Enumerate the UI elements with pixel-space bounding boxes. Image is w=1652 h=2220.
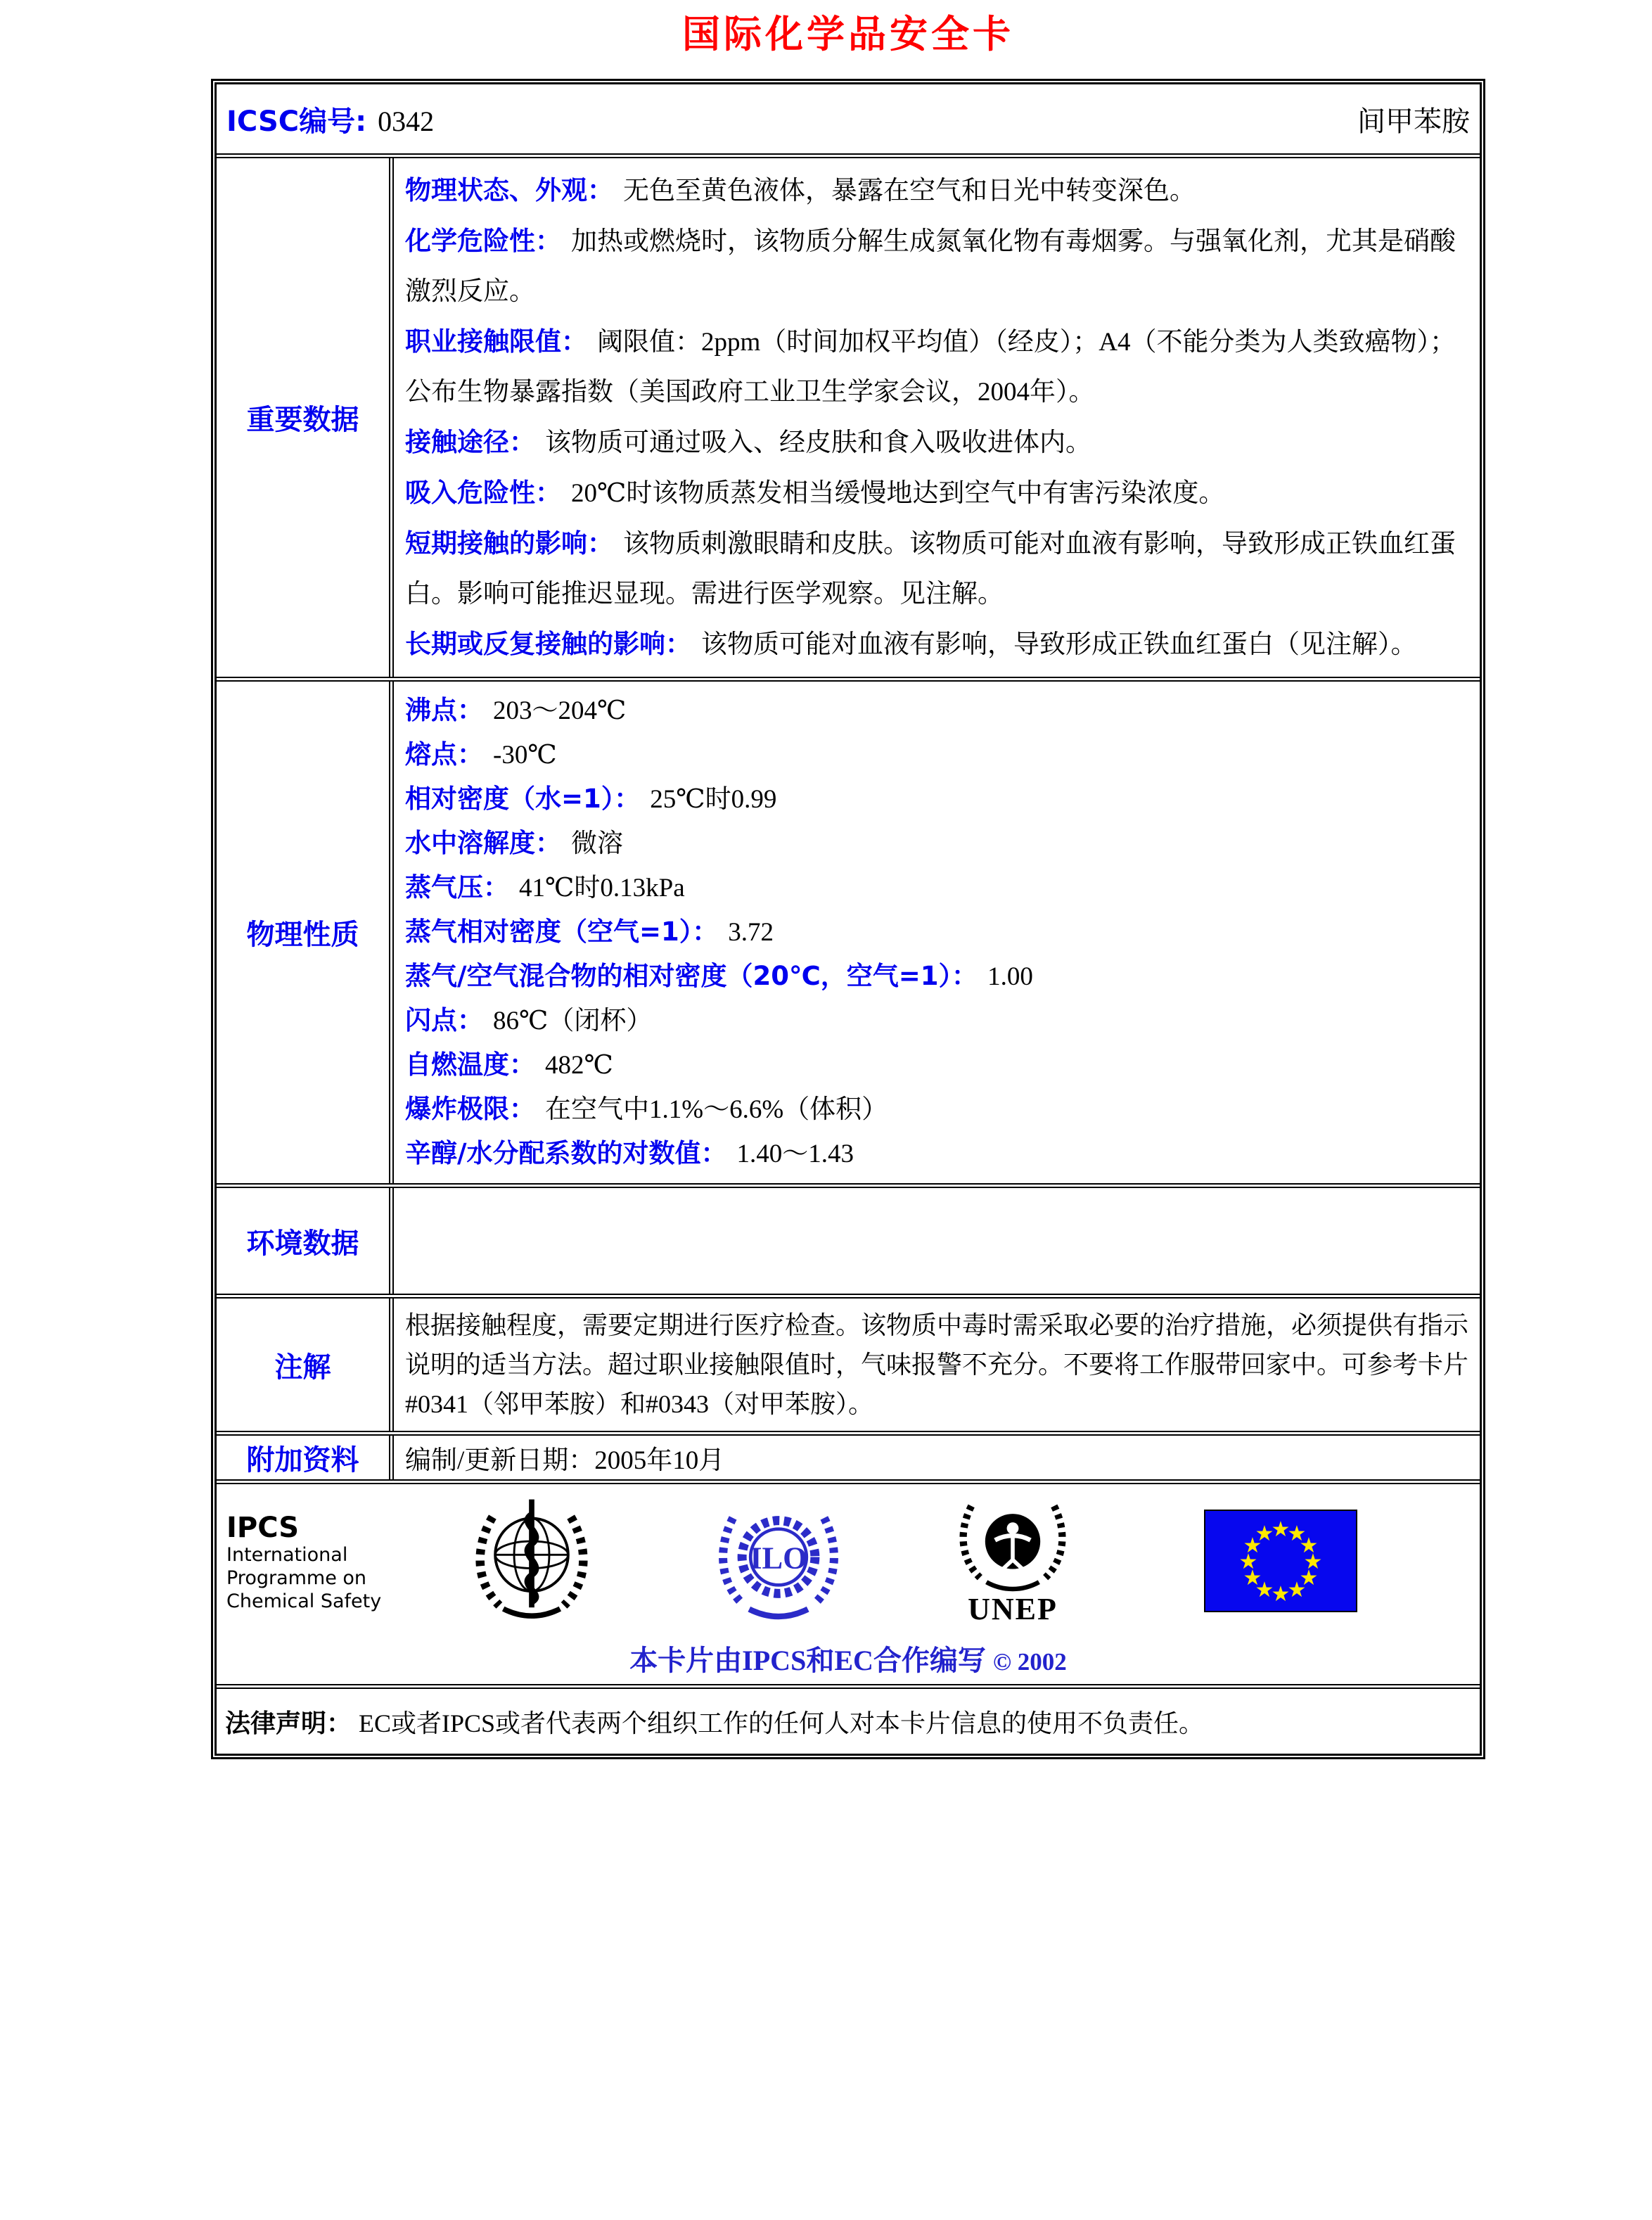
- environmental-data-content: [394, 1188, 1480, 1294]
- important-item: 吸入危险性： 20℃时该物质蒸发相当缓慢地达到空气中有害污染浓度。: [405, 478, 1225, 508]
- legal-notice-text: EC或者IPCS或者代表两个组织工作的任何人对本卡片信息的使用不负责任。: [359, 1709, 1205, 1737]
- section-environmental-data: [217, 1188, 1480, 1299]
- icsc-number-group: [226, 99, 434, 139]
- ipcs-subtitle-line: Programme on: [226, 1567, 367, 1589]
- header-row: [217, 84, 1480, 158]
- svg-text:★: ★: [1243, 1566, 1262, 1590]
- section-important-data: [217, 158, 1480, 682]
- physical-item: 蒸气相对密度（空气=1）： 3.72: [405, 917, 774, 947]
- unep-emblem: [956, 1495, 1069, 1594]
- important-data-content: [394, 158, 1480, 677]
- svg-text:★: ★: [1255, 1522, 1274, 1546]
- important-item: 职业接触限值： 阈限值：2ppm（时间加权平均值）（经皮）；A4（不能分类为人类致癌物）；公布生物暴露指数（美国政府工业卫生学家会议，2004年）。: [405, 326, 1456, 407]
- physical-item: 闪点： 86℃（闭杯）: [405, 1005, 653, 1035]
- logos-row: [217, 1484, 1480, 1689]
- svg-text:★: ★: [1287, 1522, 1307, 1546]
- legal-notice-label: 法律声明：: [225, 1709, 352, 1738]
- credit-year: © 2002: [992, 1648, 1067, 1676]
- row-label-important-data: 重要数据: [217, 158, 394, 677]
- svg-text:★: ★: [1287, 1578, 1307, 1602]
- unep-logo-icon: [956, 1495, 1069, 1625]
- section-additional-info: [217, 1436, 1480, 1484]
- physical-item: 沸点： 203～204℃: [405, 695, 627, 725]
- svg-text:★: ★: [1303, 1550, 1323, 1574]
- svg-text:★: ★: [1299, 1533, 1319, 1558]
- svg-text:★: ★: [1243, 1533, 1262, 1558]
- ilo-logo-text: ILO: [750, 1540, 807, 1576]
- physical-item: 自燃温度： 482℃: [405, 1050, 613, 1080]
- physical-item: 熔点： -30℃: [405, 739, 557, 770]
- ipcs-title: IPCS: [226, 1512, 300, 1544]
- notes-text: 根据接触程度，需要定期进行医疗检查。该物质中毒时需采取必要的治疗措施，必须提供有指示说明的适当方法。超过职业接触限值时，气味报警不充分。不要将工作服带回家中。可参考卡片#0341（邻甲苯胺）和#0343（对甲苯胺）。: [405, 1311, 1469, 1418]
- icsc-number-value: 0342: [378, 105, 435, 137]
- additional-info-text: 编制/更新日期：2005年10月: [405, 1446, 725, 1475]
- physical-item: 爆炸极限： 在空气中1.1%～6.6%（体积）: [405, 1094, 888, 1124]
- physical-item: 蒸气压： 41℃时0.13kPa: [405, 872, 685, 902]
- important-item: 接触途径： 该物质可通过吸入、经皮肤和食入吸收进体内。: [405, 427, 1091, 457]
- svg-text:★: ★: [1271, 1517, 1291, 1542]
- physical-item: 蒸气/空气混合物的相对密度（20℃，空气=1）： 1.00: [405, 961, 1033, 991]
- physical-properties-content: [394, 682, 1480, 1183]
- physical-item: 水中溶解度： 微溶: [405, 828, 623, 858]
- credit-line: [217, 1638, 1480, 1678]
- svg-text:★: ★: [1271, 1582, 1291, 1607]
- who-logo-icon: [464, 1493, 599, 1628]
- ipcs-text-block: [226, 1512, 381, 1613]
- important-item: 短期接触的影响： 该物质刺激眼睛和皮肤。该物质可能对血液有影响，导致形成正铁血红蛋白。影响可能推迟显现。需进行医学观察。见注解。: [405, 528, 1456, 608]
- icsc-table: [211, 79, 1485, 1759]
- svg-text:★: ★: [1255, 1578, 1274, 1602]
- svg-text:★: ★: [1299, 1566, 1319, 1590]
- row-label-environmental-data: 环境数据: [217, 1188, 394, 1294]
- eu-flag-icon: [1204, 1510, 1357, 1612]
- ilo-logo-icon: [713, 1500, 844, 1623]
- section-notes: [217, 1299, 1480, 1436]
- physical-item: 辛醇/水分配系数的对数值： 1.40～1.43: [405, 1138, 854, 1168]
- row-label-notes: 注解: [217, 1299, 394, 1431]
- page-title: 国际化学品安全卡: [682, 12, 1014, 56]
- svg-text:★: ★: [1238, 1550, 1258, 1574]
- notes-content: [394, 1299, 1480, 1431]
- important-item: 长期或反复接触的影响： 该物质可能对血液有影响，导致形成正铁血红蛋白（见注解）。: [405, 629, 1417, 659]
- unep-logo-text: UNEP: [968, 1592, 1058, 1626]
- legal-notice-row: [217, 1689, 1480, 1754]
- ipcs-subtitle-line: Chemical Safety: [226, 1590, 382, 1612]
- ipcs-subtitle-line: International: [226, 1544, 348, 1566]
- physical-item: 相对密度（水=1）： 25℃时0.99: [405, 784, 777, 814]
- important-item: 化学危险性： 加热或燃烧时，该物质分解生成氮氧化物有毒烟雾。与强氧化剂，尤其是硝酸激烈反应。: [405, 226, 1456, 306]
- chemical-name: 间甲苯胺: [1357, 105, 1470, 137]
- credit-text: 本卡片由IPCS和EC合作编写: [629, 1645, 986, 1676]
- row-label-additional-info: 附加资料: [217, 1436, 394, 1479]
- section-physical-properties: [217, 682, 1480, 1188]
- row-label-physical-properties: 物理性质: [217, 682, 394, 1183]
- icsc-number-label: ICSC编号:: [226, 105, 367, 138]
- important-item: 物理状态、外观： 无色至黄色液体，暴露在空气和日光中转变深色。: [405, 175, 1196, 205]
